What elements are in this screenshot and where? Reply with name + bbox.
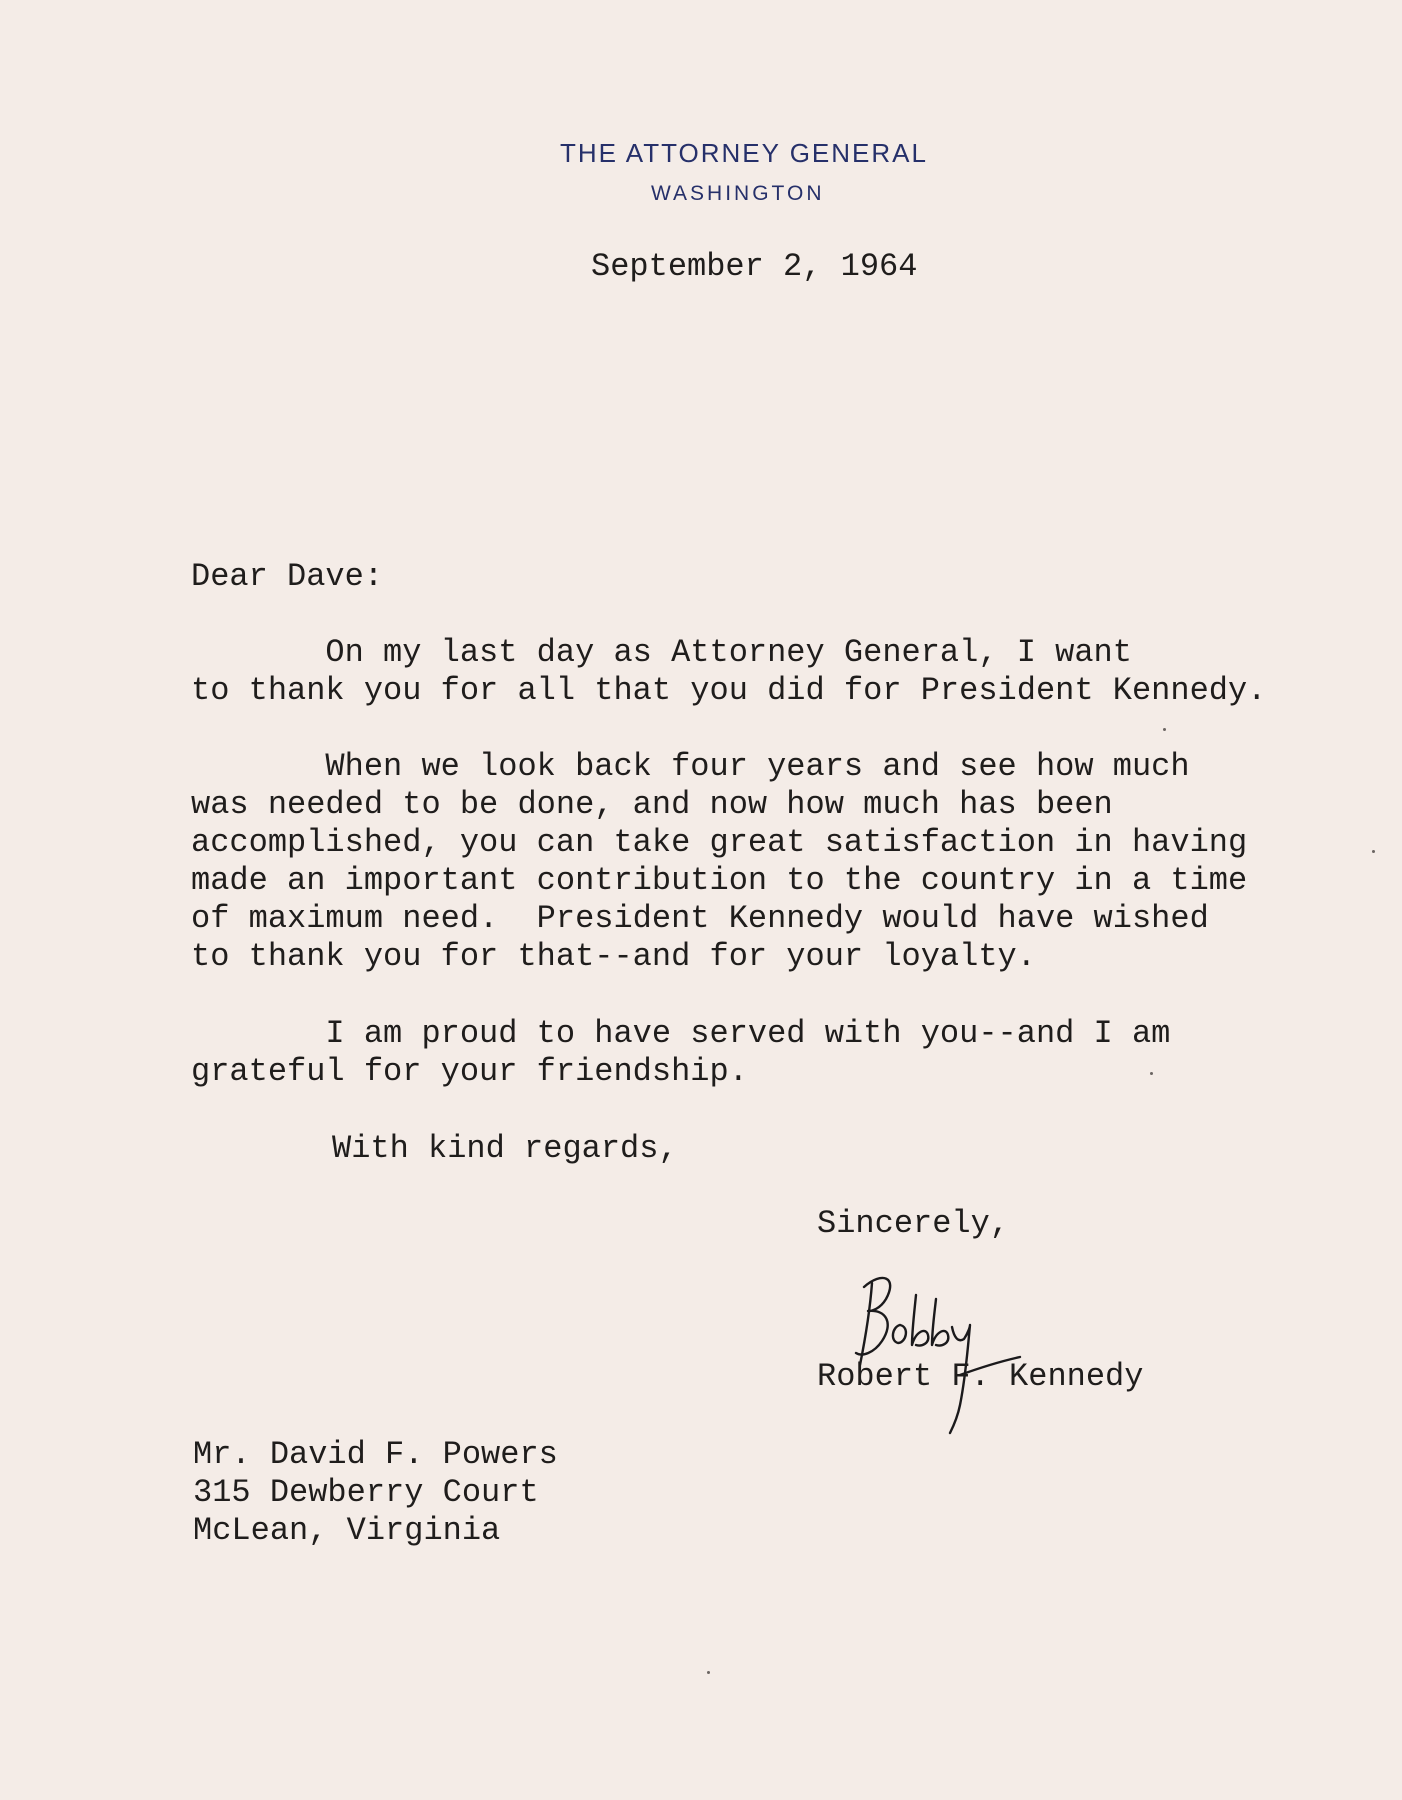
handwritten-signature xyxy=(842,1265,1022,1435)
letterhead-city: WASHINGTON xyxy=(651,182,825,205)
paper-speck xyxy=(1163,728,1166,731)
closing: Sincerely, xyxy=(817,1205,1010,1242)
recipient-address: Mr. David F. Powers 315 Dewberry Court McLean, Virginia xyxy=(193,1436,558,1549)
letter-date: September 2, 1964 xyxy=(591,248,918,285)
paper-speck xyxy=(707,1671,710,1674)
kind-regards: With kind regards, xyxy=(332,1130,678,1167)
paper-speck xyxy=(1372,850,1375,853)
paragraph-2: When we look back four years and see how much was needed to be done, and now how much has been accomplished, you can take great satisfaction in having made an important contribution to the country in a time of maximum need. President Kennedy would have wished to thank you for that--and for your loyalty. xyxy=(191,748,1248,975)
paragraph-1: On my last day as Attorney General, I want to thank you for all that you did for President Kennedy. xyxy=(191,634,1267,709)
signer-name: Robert F. Kennedy xyxy=(817,1358,1144,1395)
paragraph-3: I am proud to have served with you--and I am grateful for your friendship. xyxy=(191,1015,1171,1090)
paper-speck xyxy=(1150,1072,1153,1075)
salutation: Dear Dave: xyxy=(191,558,384,595)
letterhead-title: THE ATTORNEY GENERAL xyxy=(560,138,928,168)
